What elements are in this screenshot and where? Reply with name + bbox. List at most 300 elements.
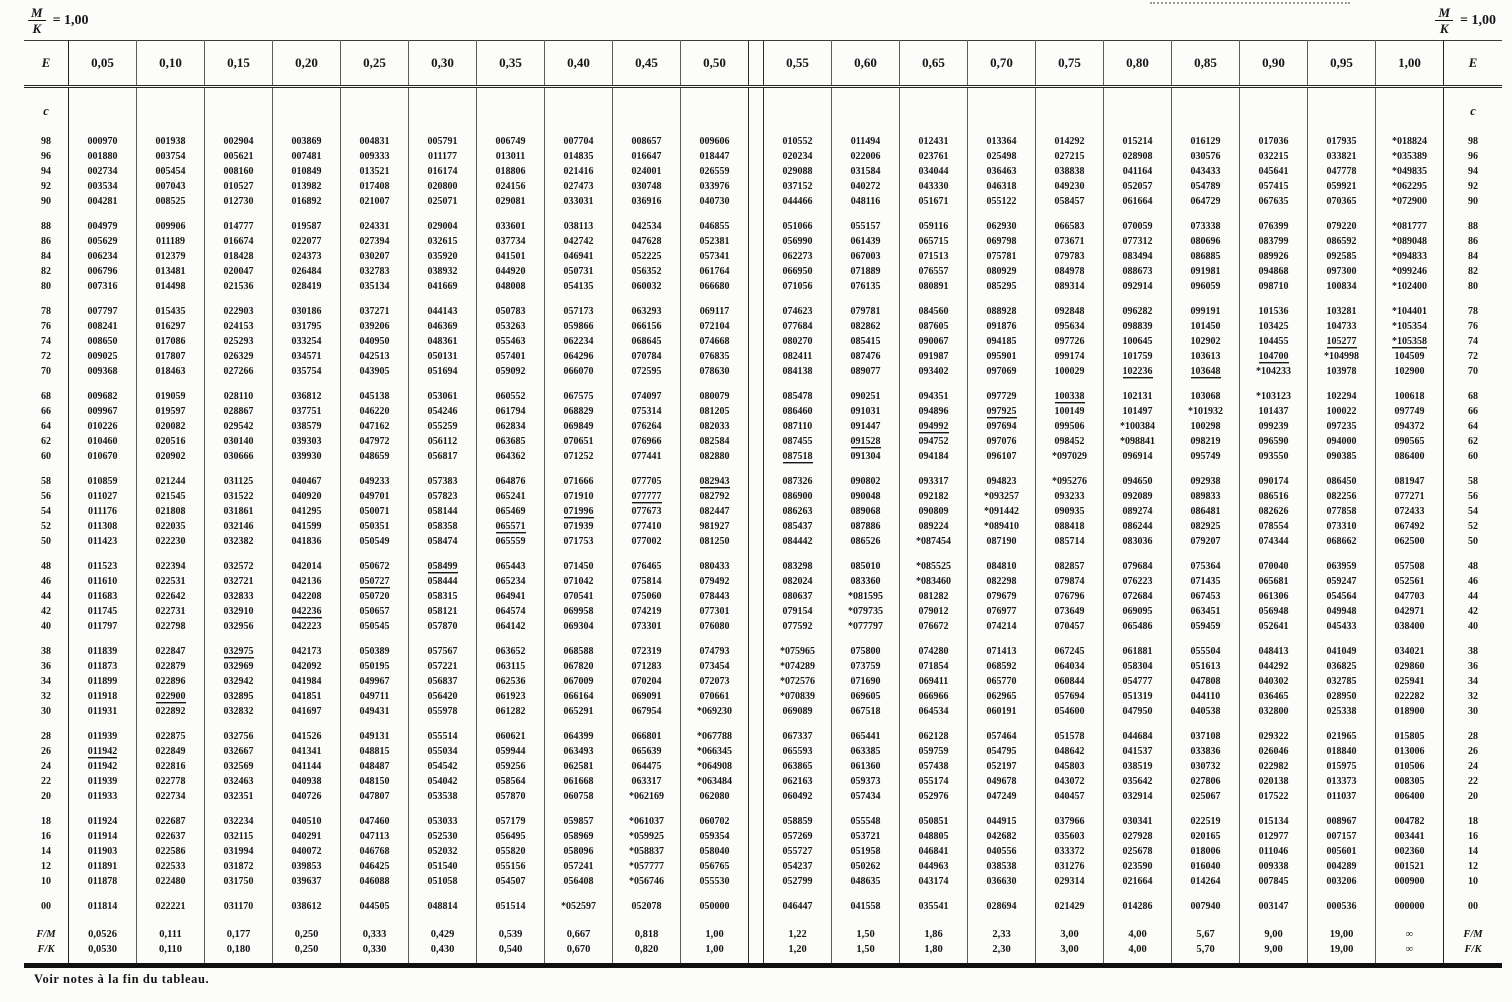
table-cell: 058121: [409, 604, 477, 619]
table-cell: 011797: [69, 619, 137, 634]
table-cell: 046447: [764, 889, 832, 914]
table-cell: 060552: [477, 379, 545, 404]
table-cell: [1308, 334, 1376, 349]
table-cell: 079220: [1308, 209, 1376, 234]
table-cell: 096059: [1172, 279, 1240, 294]
table-cell: 000900: [1376, 874, 1444, 889]
table-cell: *062295: [1376, 179, 1444, 194]
table-cell: 053721: [832, 829, 900, 844]
table-cell: 009967: [69, 404, 137, 419]
underlined-value: 087518: [782, 451, 813, 462]
table-cell: 005791: [409, 134, 477, 149]
table-cell: 092585: [1308, 249, 1376, 264]
table-cell: 048642: [1036, 744, 1104, 759]
table-cell: 090067: [900, 334, 968, 349]
table-cell: [69, 744, 137, 759]
table-cell: 038838: [1036, 164, 1104, 179]
table-cell: 042208: [273, 589, 341, 604]
table-cell: 031861: [205, 504, 273, 519]
table-cell: 059116: [900, 209, 968, 234]
table-cell: 057401: [477, 349, 545, 364]
table-cell: 077858: [1308, 504, 1376, 519]
table-cell: 037108: [1172, 719, 1240, 744]
table-cell: 022734: [137, 789, 205, 804]
table-cell: 095901: [968, 349, 1036, 364]
row-label: 68: [24, 379, 69, 404]
table-cell: 044684: [1104, 719, 1172, 744]
table-cell: 077592: [764, 619, 832, 634]
column-header: 0,40: [545, 41, 613, 87]
table-cell: 070661: [681, 689, 749, 704]
column-header: 0,90: [1240, 41, 1308, 87]
table-cell: 061764: [681, 264, 749, 279]
table-cell: 035920: [409, 249, 477, 264]
table-cell: 041558: [832, 889, 900, 914]
table-cell: 032895: [205, 689, 273, 704]
table-cell: 010226: [69, 419, 137, 434]
table-cell: 086900: [764, 489, 832, 504]
table-cell: 071690: [832, 674, 900, 689]
table-cell: 036463: [968, 164, 1036, 179]
table-row: [24, 619, 1502, 634]
row-label: 68: [1444, 379, 1503, 404]
table-cell: 056817: [409, 449, 477, 464]
column-gap: [749, 464, 764, 489]
row-label: 84: [24, 249, 69, 264]
table-cell: 052032: [409, 844, 477, 859]
table-cell: 007481: [273, 149, 341, 164]
table-cell: 073649: [1036, 604, 1104, 619]
table-cell: 011918: [69, 689, 137, 704]
table-cell: 074214: [968, 619, 1036, 634]
table-cell: 041599: [273, 519, 341, 534]
table-cell: 065441: [832, 719, 900, 744]
row-label: 58: [1444, 464, 1503, 489]
table-cell: 079207: [1172, 534, 1240, 549]
table-cell: 057241: [545, 859, 613, 874]
table-cell: 039206: [341, 319, 409, 334]
column-header: 0,95: [1308, 41, 1376, 87]
table-cell: 1,50: [832, 914, 900, 942]
table-cell: 074793: [681, 634, 749, 659]
table-cell: [1036, 87, 1104, 135]
table-cell: 100645: [1104, 334, 1172, 349]
table-cell: 057341: [681, 249, 749, 264]
table-row: [24, 464, 1502, 489]
table-cell: [137, 87, 205, 135]
table-cell: 076966: [613, 434, 681, 449]
table-cell: 077312: [1104, 234, 1172, 249]
row-label: 36: [24, 659, 69, 674]
table-cell: 1,00: [681, 914, 749, 942]
table-cell: 047778: [1308, 164, 1376, 179]
underlined-value: 058499: [427, 561, 458, 572]
footnote: Voir notes à la fin du tableau.: [34, 972, 210, 986]
row-label: 56: [24, 489, 69, 504]
column-gap: [749, 619, 764, 634]
table-cell: 086460: [764, 404, 832, 419]
table-cell: 017086: [137, 334, 205, 349]
table-cell: 078554: [1240, 519, 1308, 534]
table-cell: 061360: [832, 759, 900, 774]
table-cell: 020047: [205, 264, 273, 279]
table-cell: 102131: [1104, 379, 1172, 404]
table-cell: [205, 634, 273, 659]
table-cell: 008650: [69, 334, 137, 349]
table-row: [24, 489, 1502, 504]
table-cell: 056990: [764, 234, 832, 249]
row-label: 22: [24, 774, 69, 789]
table-cell: 0,333: [341, 914, 409, 942]
table-cell: 054777: [1104, 674, 1172, 689]
table-cell: 092182: [900, 489, 968, 504]
table-cell: 055122: [968, 194, 1036, 209]
table-cell: [1376, 87, 1444, 135]
table-cell: 091304: [832, 449, 900, 464]
table-cell: *089410: [968, 519, 1036, 534]
table-cell: 062273: [764, 249, 832, 264]
table-cell: 000970: [69, 134, 137, 149]
table-cell: 064729: [1172, 194, 1240, 209]
table-cell: 069117: [681, 294, 749, 319]
table-cell: 048487: [341, 759, 409, 774]
table-cell: [477, 87, 545, 135]
table-cell: 051319: [1104, 689, 1172, 704]
table-cell: 052799: [764, 874, 832, 889]
table-cell: 071666: [545, 464, 613, 489]
table-cell: *075965: [764, 634, 832, 659]
table-cell: 072073: [681, 674, 749, 689]
table-cell: 080270: [764, 334, 832, 349]
table-cell: 057383: [409, 464, 477, 489]
table-cell: 032382: [205, 534, 273, 549]
table-cell: 078630: [681, 364, 749, 379]
table-cell: 2,33: [968, 914, 1036, 942]
table-cell: 062500: [1376, 534, 1444, 549]
table-cell: 015435: [137, 294, 205, 319]
table-cell: 014835: [545, 149, 613, 164]
table-cell: 070040: [1240, 549, 1308, 574]
row-label: 72: [24, 349, 69, 364]
table-cell: 061881: [1104, 634, 1172, 659]
table-cell: *072900: [1376, 194, 1444, 209]
table-cell: 037751: [273, 404, 341, 419]
table-cell: 099239: [1240, 419, 1308, 434]
table-cell: 094752: [900, 434, 968, 449]
row-label: 82: [24, 264, 69, 279]
row-label: 36: [1444, 659, 1503, 674]
column-gap: [749, 889, 764, 914]
table-cell: 093233: [1036, 489, 1104, 504]
table-cell: 057694: [1036, 689, 1104, 704]
row-label: 32: [24, 689, 69, 704]
table-cell: 055820: [477, 844, 545, 859]
table-cell: 024156: [477, 179, 545, 194]
table-cell: 091981: [1172, 264, 1240, 279]
table-cell: 085415: [832, 334, 900, 349]
table-cell: 094000: [1308, 434, 1376, 449]
table-cell: 074623: [764, 294, 832, 319]
row-label: 98: [24, 134, 69, 149]
table-cell: 022875: [137, 719, 205, 744]
table-cell: 070651: [545, 434, 613, 449]
table-cell: 022006: [832, 149, 900, 164]
table-cell: 011931: [69, 704, 137, 719]
fraction-m-over-k: [28, 6, 46, 35]
table-cell: 079781: [832, 294, 900, 319]
table-cell: 065715: [900, 234, 968, 249]
table-cell: *059925: [613, 829, 681, 844]
table-cell: 099506: [1036, 419, 1104, 434]
table-cell: *097029: [1036, 449, 1104, 464]
table-cell: 055157: [832, 209, 900, 234]
row-label: 60: [24, 449, 69, 464]
table-cell: 085714: [1036, 534, 1104, 549]
table-cell: 089926: [1240, 249, 1308, 264]
row-label: 58: [24, 464, 69, 489]
table-cell: 101450: [1172, 319, 1240, 334]
table-cell: 055727: [764, 844, 832, 859]
table-cell: *035389: [1376, 149, 1444, 164]
table-cell: 065234: [477, 574, 545, 589]
table-cell: 019059: [137, 379, 205, 404]
table-cell: 047628: [613, 234, 681, 249]
table-cell: 064534: [900, 704, 968, 719]
table-cell: 033372: [1036, 844, 1104, 859]
table-cell: 077684: [764, 319, 832, 334]
column-header: 0,20: [273, 41, 341, 87]
table-cell: 013982: [273, 179, 341, 194]
underlined-value: 032975: [223, 646, 254, 657]
table-cell: 093402: [900, 364, 968, 379]
table-cell: 050549: [341, 534, 409, 549]
table-cell: 084442: [764, 534, 832, 549]
table-cell: 040950: [341, 334, 409, 349]
table-cell: 079679: [968, 589, 1036, 604]
table-cell: 063451: [1172, 604, 1240, 619]
table-cell: 031170: [205, 889, 273, 914]
table-row: [24, 264, 1502, 279]
column-header: 0,85: [1172, 41, 1240, 87]
table-cell: 059759: [900, 744, 968, 759]
table-cell: 093550: [1240, 449, 1308, 464]
table-cell: 062080: [681, 789, 749, 804]
table-cell: 082584: [681, 434, 749, 449]
column-header: 0,75: [1036, 41, 1104, 87]
table-cell: 0,180: [205, 942, 273, 966]
table-cell: 076796: [1036, 589, 1104, 604]
table-cell: 020234: [764, 149, 832, 164]
table-cell: 3,00: [1036, 914, 1104, 942]
table-cell: 021664: [1104, 874, 1172, 889]
table-cell: 027394: [341, 234, 409, 249]
table-cell: 098839: [1104, 319, 1172, 334]
table-cell: 040272: [832, 179, 900, 194]
table-cell: 070541: [545, 589, 613, 604]
table-cell: 013481: [137, 264, 205, 279]
table-cell: *104233: [1240, 364, 1308, 379]
table-cell: *091442: [968, 504, 1036, 519]
table-cell: 084560: [900, 294, 968, 319]
table-cell: 055259: [409, 419, 477, 434]
table-cell: 086592: [1308, 234, 1376, 249]
table-cell: 091031: [832, 404, 900, 419]
table-cell: 049431: [341, 704, 409, 719]
table-cell: 032942: [205, 674, 273, 689]
row-label: 30: [24, 704, 69, 719]
table-cell: 022982: [1240, 759, 1308, 774]
table-cell: 031125: [205, 464, 273, 489]
table-cell: 051694: [409, 364, 477, 379]
table-cell: 031276: [1036, 859, 1104, 874]
table-cell: 058474: [409, 534, 477, 549]
column-header: 0,35: [477, 41, 545, 87]
table-cell: 102902: [1172, 334, 1240, 349]
table-cell: 089314: [1036, 279, 1104, 294]
table-cell: 007940: [1172, 889, 1240, 914]
table-cell: [968, 404, 1036, 419]
table-cell: 100029: [1036, 364, 1104, 379]
table-cell: 030666: [205, 449, 273, 464]
table-cell: 041851: [273, 689, 341, 704]
table-cell: 040457: [1036, 789, 1104, 804]
table-cell: 078443: [681, 589, 749, 604]
table-cell: 011899: [69, 674, 137, 689]
table-cell: 052530: [409, 829, 477, 844]
table-cell: 059866: [545, 319, 613, 334]
table-cell: 071283: [613, 659, 681, 674]
table-cell: 051613: [1172, 659, 1240, 674]
table-cell: 009025: [69, 349, 137, 364]
table-cell: 030732: [1172, 759, 1240, 774]
row-label: 24: [24, 759, 69, 774]
table-cell: 049678: [968, 774, 1036, 789]
table-cell: 003534: [69, 179, 137, 194]
column-gap: [749, 489, 764, 504]
row-label: 34: [24, 674, 69, 689]
table-cell: 077705: [613, 464, 681, 489]
table-cell: 031795: [273, 319, 341, 334]
table-cell: 076835: [681, 349, 749, 364]
table-cell: 057221: [409, 659, 477, 674]
table-cell: 064941: [477, 589, 545, 604]
table-cell: *067788: [681, 719, 749, 744]
column-gap: [749, 942, 764, 966]
row-label: 54: [24, 504, 69, 519]
row-label: 18: [24, 804, 69, 829]
row-label: 62: [1444, 434, 1503, 449]
table-cell: 051671: [900, 194, 968, 209]
table-cell: 0,429: [409, 914, 477, 942]
column-header: 0,10: [137, 41, 205, 87]
table-row: [24, 719, 1502, 744]
column-gap: [749, 534, 764, 549]
table-cell: 007157: [1308, 829, 1376, 844]
table-row: [24, 349, 1502, 364]
column-gap: [749, 704, 764, 719]
table-cell: 042513: [341, 349, 409, 364]
table-cell: 063865: [764, 759, 832, 774]
table-cell: 020082: [137, 419, 205, 434]
table-cell: 014286: [1104, 889, 1172, 914]
table-row: [24, 319, 1502, 334]
table-cell: ∞: [1376, 942, 1444, 966]
table-cell: 016647: [613, 149, 681, 164]
table-cell: 058457: [1036, 194, 1104, 209]
table-cell: 011933: [69, 789, 137, 804]
table-cell: 067518: [832, 704, 900, 719]
table-cell: *052597: [545, 889, 613, 914]
table-cell: 032667: [205, 744, 273, 759]
table-cell: 047703: [1376, 589, 1444, 604]
table-cell: 019597: [137, 404, 205, 419]
column-gap: [749, 149, 764, 164]
table-cell: 040291: [273, 829, 341, 844]
table-cell: *104998: [1308, 349, 1376, 364]
table-cell: 069089: [764, 704, 832, 719]
underlined-value: 050727: [359, 576, 390, 587]
row-label: 86: [24, 234, 69, 249]
table-cell: 042742: [545, 234, 613, 249]
fraction-m-over-k: [1435, 6, 1453, 35]
row-label: 92: [24, 179, 69, 194]
table-cell: 047808: [1172, 674, 1240, 689]
table-cell: 014264: [1172, 874, 1240, 889]
table-cell: 032463: [205, 774, 273, 789]
table-cell: *069230: [681, 704, 749, 719]
table-cell: 096914: [1104, 449, 1172, 464]
row-label: 56: [1444, 489, 1503, 504]
table-cell: 021965: [1308, 719, 1376, 744]
table-cell: 062128: [900, 719, 968, 744]
table-cell: 071910: [545, 489, 613, 504]
table-cell: [764, 449, 832, 464]
table-cell: 029314: [1036, 874, 1104, 889]
table-cell: 046088: [341, 874, 409, 889]
c-label: c: [24, 87, 69, 135]
table-cell: 061282: [477, 704, 545, 719]
table-cell: 038400: [1376, 619, 1444, 634]
table-cell: 1,50: [832, 942, 900, 966]
table-cell: 055548: [832, 804, 900, 829]
table-row: [24, 419, 1502, 434]
table-row: [24, 859, 1502, 874]
table-cell: 032783: [341, 264, 409, 279]
table-cell: 093317: [900, 464, 968, 489]
table-row: [24, 549, 1502, 574]
table-cell: 033836: [1172, 744, 1240, 759]
table-cell: 022847: [137, 634, 205, 659]
table-cell: 0,430: [409, 942, 477, 966]
table-cell: 047162: [341, 419, 409, 434]
table-cell: 011745: [69, 604, 137, 619]
table-cell: 082880: [681, 449, 749, 464]
table-cell: 032615: [409, 234, 477, 249]
table-row: [24, 434, 1502, 449]
table-cell: 003441: [1376, 829, 1444, 844]
table-cell: 018806: [477, 164, 545, 179]
row-label: 96: [1444, 149, 1503, 164]
table-cell: 062965: [968, 689, 1036, 704]
table-cell: 104733: [1308, 319, 1376, 334]
row-label: 98: [1444, 134, 1503, 149]
table-cell: 005621: [205, 149, 273, 164]
table-cell: [137, 689, 205, 704]
table-cell: [545, 504, 613, 519]
table-cell: 069411: [900, 674, 968, 689]
table-cell: 022531: [137, 574, 205, 589]
row-label: 44: [24, 589, 69, 604]
